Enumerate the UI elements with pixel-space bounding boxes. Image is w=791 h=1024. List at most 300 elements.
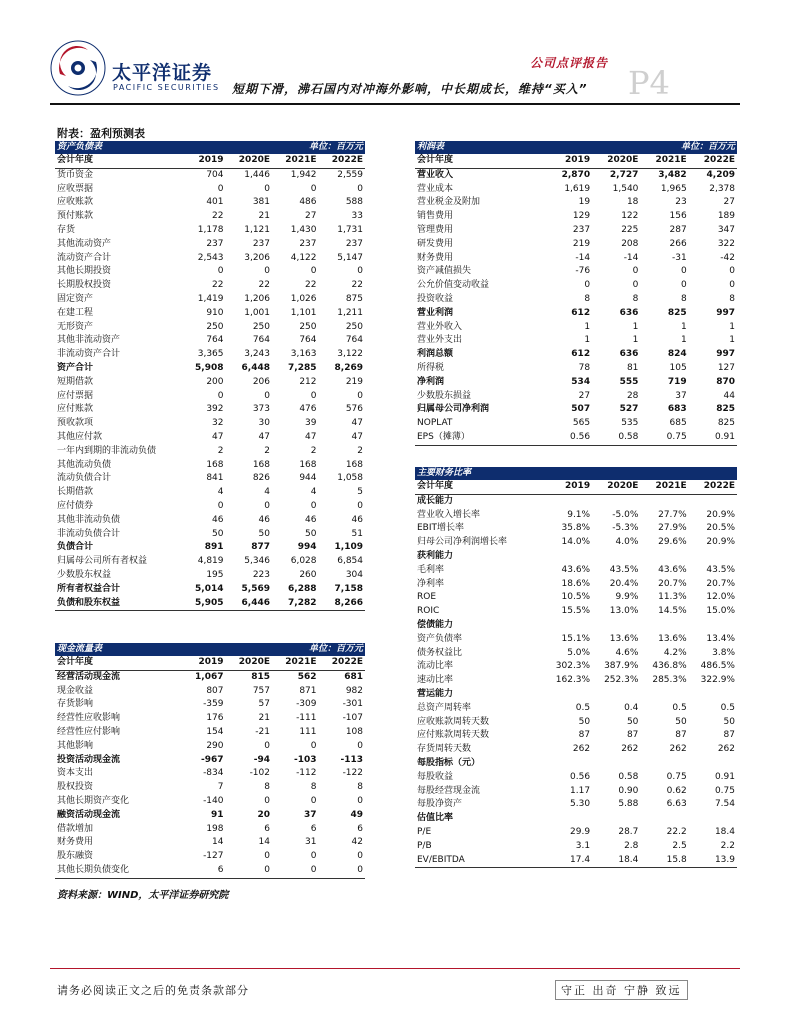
row-label: 营业税金及附加 xyxy=(417,197,481,208)
cell-value: 10.5% xyxy=(561,592,591,603)
cell-value: 105 xyxy=(669,362,687,373)
cell-value: 91 xyxy=(210,809,224,820)
table-unit: 单位：百万元 xyxy=(272,141,365,154)
row-label: 固定资产 xyxy=(57,293,94,304)
cell-value: 49 xyxy=(350,809,363,820)
cell-value: -359 xyxy=(203,699,224,710)
cell-value: 877 xyxy=(251,542,270,553)
row-label: 应收票据 xyxy=(57,183,94,194)
cell-value: 6 xyxy=(264,823,270,834)
row-label: 资产合计 xyxy=(57,362,94,373)
cell-value: 3,482 xyxy=(658,169,687,180)
table-row xyxy=(415,224,737,238)
cell-value: 50 xyxy=(626,716,639,727)
cell-value: 2 xyxy=(357,445,363,456)
cell-value: 322.9% xyxy=(700,675,735,686)
row-label: 应收账款周转天数 xyxy=(417,716,490,727)
row-label: 资产负债率 xyxy=(417,633,463,644)
row-label: 经营活动现金流 xyxy=(57,671,121,682)
cell-value: 0 xyxy=(217,500,224,511)
cell-value: 43.5% xyxy=(706,564,735,575)
cell-value: 285.3% xyxy=(652,675,687,686)
cell-value: 3.8% xyxy=(712,647,735,658)
cell-value xyxy=(544,619,592,633)
cell-value: 1 xyxy=(680,335,687,346)
cell-value: 1,026 xyxy=(290,293,317,304)
cell-value: 757 xyxy=(252,685,270,696)
cell-value: 8 xyxy=(729,293,735,304)
cell-value: 5,908 xyxy=(195,362,224,373)
cell-value: 1,001 xyxy=(244,307,270,318)
cell-value: 47 xyxy=(258,431,270,442)
table-row xyxy=(415,826,737,840)
cell-value xyxy=(544,812,592,826)
cell-value: 0 xyxy=(357,500,363,511)
cell-value: 373 xyxy=(252,404,270,415)
cell-value xyxy=(689,550,737,564)
cell-value: 20.9% xyxy=(706,537,735,548)
row-label: 存货影响 xyxy=(57,699,94,710)
cell-value: 2,378 xyxy=(709,183,735,194)
footer-divider xyxy=(50,968,740,969)
row-label: 公允价值变动收益 xyxy=(417,280,490,291)
cell-value xyxy=(592,494,640,508)
column-header: 2021E xyxy=(640,480,688,494)
cell-value: 22 xyxy=(212,280,224,291)
cell-value: 162.3% xyxy=(555,675,591,686)
cell-value: 562 xyxy=(297,671,317,682)
table-row xyxy=(415,854,737,868)
cell-value: 22 xyxy=(305,280,317,291)
cell-value: 168 xyxy=(206,459,224,470)
cell-value: 29.9 xyxy=(570,826,591,837)
cell-value: 1,446 xyxy=(244,169,270,180)
cell-value: -103 xyxy=(293,754,317,765)
cell-value: -140 xyxy=(203,795,224,806)
cell-value: 994 xyxy=(297,542,317,553)
cell-value: 304 xyxy=(345,569,363,580)
column-header: 2022E xyxy=(689,480,737,494)
cell-value: 527 xyxy=(619,404,639,415)
cell-value: 982 xyxy=(345,685,363,696)
row-label: 长期股权投资 xyxy=(57,280,112,291)
cell-value: 37 xyxy=(303,809,317,820)
cell-value: 50 xyxy=(305,528,317,539)
cell-value: 5,014 xyxy=(195,583,224,594)
cell-value: 0.5 xyxy=(575,702,591,713)
cell-value: 2.2 xyxy=(720,840,735,851)
column-header: 2019 xyxy=(544,480,592,494)
cell-value: 0 xyxy=(217,390,224,401)
cell-value: 1,058 xyxy=(337,473,363,484)
table-row xyxy=(415,536,737,550)
cell-value: 223 xyxy=(252,569,270,580)
table-row xyxy=(415,238,737,252)
cell-value: 47 xyxy=(351,418,363,429)
cell-value: 302.3% xyxy=(555,661,591,672)
cell-value: 206 xyxy=(252,376,270,387)
cell-value: 1,619 xyxy=(564,183,591,194)
cell-value: 262 xyxy=(669,744,687,755)
cell-value xyxy=(544,688,592,702)
row-label: 应收账款 xyxy=(57,197,94,208)
table-row xyxy=(415,334,737,348)
cell-value: 129 xyxy=(572,211,591,222)
cell-value: 154 xyxy=(206,726,224,737)
cell-value: 1 xyxy=(729,321,735,332)
row-label: 融资活动现金流 xyxy=(57,809,121,820)
table-row xyxy=(415,840,737,854)
table-row xyxy=(415,509,737,523)
cell-value: 0 xyxy=(226,864,273,878)
cell-value: 47 xyxy=(305,431,317,442)
table-row xyxy=(415,321,737,335)
cell-value xyxy=(640,688,688,702)
cell-value: 1,178 xyxy=(197,224,224,235)
cell-value: 1 xyxy=(680,321,687,332)
row-label: 存货 xyxy=(57,224,76,235)
table-row xyxy=(415,647,737,661)
cell-value: 87 xyxy=(723,730,735,741)
cell-value: 44 xyxy=(723,390,735,401)
cell-value: 81 xyxy=(626,362,639,373)
cell-value: 4,819 xyxy=(197,556,224,567)
cell-value: 208 xyxy=(621,238,639,249)
row-label: EBIT增长率 xyxy=(417,523,465,534)
cell-value: 0 xyxy=(680,266,687,277)
table-row xyxy=(55,417,365,431)
cell-value: 0 xyxy=(310,740,317,751)
cell-value: 486 xyxy=(299,197,317,208)
cell-value xyxy=(544,550,592,564)
cell-value: 0 xyxy=(357,740,363,751)
table-row xyxy=(55,726,365,740)
cell-value xyxy=(592,688,640,702)
cell-value: 27 xyxy=(305,211,317,222)
table-row xyxy=(415,757,737,771)
cell-value: 50 xyxy=(212,528,224,539)
cell-value: 57 xyxy=(258,699,270,710)
cell-value: 825 xyxy=(716,404,735,415)
cell-value xyxy=(640,494,688,508)
cell-value: 3,122 xyxy=(337,349,363,360)
cell-value: 825 xyxy=(667,307,687,318)
row-label: 无形资产 xyxy=(57,321,94,332)
row-label: 其他非流动负债 xyxy=(57,514,121,525)
cell-value: -112 xyxy=(296,768,317,779)
cell-value: 43.6% xyxy=(658,564,687,575)
cell-value: 0 xyxy=(632,280,639,291)
cell-value: 15.0% xyxy=(706,606,735,617)
cell-value: 4 xyxy=(264,487,270,498)
cell-value: 219 xyxy=(345,376,363,387)
table-row xyxy=(55,279,365,293)
cell-value: -127 xyxy=(203,851,224,862)
cell-value: 21 xyxy=(258,713,270,724)
cell-value: 18.6% xyxy=(561,578,591,589)
cell-value: 13.4% xyxy=(706,633,735,644)
cell-value: 27 xyxy=(723,197,735,208)
table-row xyxy=(415,771,737,785)
table-row xyxy=(55,500,365,514)
row-label: 管理费用 xyxy=(417,224,454,235)
cell-value: 1 xyxy=(632,335,639,346)
cell-value: 764 xyxy=(299,335,317,346)
table-row xyxy=(55,823,365,837)
cell-value: 612 xyxy=(571,349,591,360)
row-label: 成长能力 xyxy=(417,495,454,506)
cell-value: 7,158 xyxy=(334,583,363,594)
cell-value: 841 xyxy=(206,473,224,484)
cell-value: 9.9% xyxy=(615,592,639,603)
cell-value: 0.91 xyxy=(689,431,737,445)
cell-value: 6,448 xyxy=(241,362,270,373)
cell-value: 87 xyxy=(675,730,687,741)
cell-value: 108 xyxy=(345,726,363,737)
cell-value: 0.91 xyxy=(714,771,735,782)
cell-value: 260 xyxy=(299,569,317,580)
cell-value: 43.6% xyxy=(561,564,591,575)
row-label: 每股净资产 xyxy=(417,799,463,810)
cell-value: 0.75 xyxy=(714,785,735,796)
cell-value: 0 xyxy=(310,851,317,862)
column-header: 2019 xyxy=(179,154,226,168)
cell-value: 401 xyxy=(206,197,224,208)
cell-value: 534 xyxy=(571,376,591,387)
cell-value: 290 xyxy=(206,740,224,751)
cell-value: 250 xyxy=(252,321,270,332)
cell-value: 815 xyxy=(251,671,270,682)
row-label: 速动比率 xyxy=(417,675,454,686)
cell-value: 13.6% xyxy=(609,633,639,644)
cell-value: -834 xyxy=(203,768,224,779)
cell-value: -301 xyxy=(342,699,363,710)
cell-value: 0 xyxy=(264,390,270,401)
table-row xyxy=(415,578,737,592)
cell-value: 0 xyxy=(310,500,317,511)
balance-sheet-table xyxy=(55,141,365,611)
cell-value: 212 xyxy=(299,376,317,387)
brand-name-cn: 太平洋证券 xyxy=(112,62,213,84)
column-header: 2019 xyxy=(179,656,226,670)
row-label: 债务权益比 xyxy=(417,647,463,658)
cell-value: 381 xyxy=(252,197,270,208)
cell-value: 39 xyxy=(305,418,317,429)
row-label: 其他流动资产 xyxy=(57,238,112,249)
cell-value: 127 xyxy=(717,362,735,373)
row-label: 所有者权益合计 xyxy=(57,583,121,594)
cell-value: 0 xyxy=(264,500,270,511)
table-row xyxy=(415,252,737,266)
table-row xyxy=(415,564,737,578)
cell-value xyxy=(592,550,640,564)
table-row xyxy=(415,494,737,508)
row-label: ROIC xyxy=(417,606,440,617)
table-row xyxy=(415,403,737,417)
table-row xyxy=(415,619,737,633)
cell-value: 32 xyxy=(212,418,224,429)
cell-value: 0 xyxy=(310,266,317,277)
row-label: 非流动负债合计 xyxy=(57,528,121,539)
row-label: 预付账款 xyxy=(57,211,94,222)
row-label: 在建工程 xyxy=(57,307,94,318)
cell-value: 250 xyxy=(299,321,317,332)
cell-value: 0 xyxy=(310,795,317,806)
table-row xyxy=(55,781,365,795)
cell-value: 168 xyxy=(345,459,363,470)
cell-value: 168 xyxy=(252,459,270,470)
cell-value: 0.58 xyxy=(618,771,639,782)
cell-value xyxy=(689,494,737,508)
cell-value xyxy=(640,812,688,826)
row-label: P/E xyxy=(417,826,432,837)
row-label: 经营性应收影响 xyxy=(57,713,121,724)
cell-value: 22 xyxy=(212,211,224,222)
row-label: 少数股东损益 xyxy=(417,390,472,401)
cell-value: 7,285 xyxy=(288,362,317,373)
cell-value xyxy=(544,494,592,508)
cell-value: 1 xyxy=(584,335,591,346)
column-header: 会计年度 xyxy=(55,656,179,670)
row-label: 营业利润 xyxy=(417,307,454,318)
cell-value: 33 xyxy=(351,211,363,222)
table-row xyxy=(55,685,365,699)
row-label: 流动比率 xyxy=(417,661,454,672)
cell-value: -122 xyxy=(342,768,363,779)
cell-value: 262 xyxy=(621,744,639,755)
cell-value: 6,854 xyxy=(337,556,363,567)
table-row xyxy=(415,417,737,431)
column-header: 2021E xyxy=(272,154,319,168)
row-label: 应付账款 xyxy=(57,404,94,415)
table-title: 现金流量表 xyxy=(55,643,272,656)
row-label: 营业外收入 xyxy=(417,321,463,332)
table-row xyxy=(55,698,365,712)
row-label: 其他应付款 xyxy=(57,431,103,442)
table-row xyxy=(55,321,365,335)
cell-value: 8 xyxy=(584,293,591,304)
cell-value: 12.0% xyxy=(706,592,735,603)
cell-value xyxy=(592,757,640,771)
cell-value: 0.5 xyxy=(672,702,687,713)
cell-value: -113 xyxy=(340,754,363,765)
cell-value: 0 xyxy=(264,740,270,751)
cell-value: 764 xyxy=(252,335,270,346)
row-label: 总资产周转率 xyxy=(417,702,472,713)
cell-value: 436.8% xyxy=(652,661,687,672)
row-label: 负债合计 xyxy=(57,542,94,553)
cell-value: 807 xyxy=(206,685,224,696)
cell-value: 17.4 xyxy=(544,854,592,868)
row-label: 预收款项 xyxy=(57,418,94,429)
row-label: 销售费用 xyxy=(417,211,454,222)
cell-value: 20.7% xyxy=(658,578,687,589)
cell-value: 2,559 xyxy=(337,169,363,180)
table-row xyxy=(415,279,737,293)
row-label: 一年内到期的非流动负债 xyxy=(57,445,157,456)
table-row xyxy=(55,307,365,321)
footer-motto: 守正 出奇 宁静 致远 xyxy=(555,980,688,1000)
cell-value: 46 xyxy=(351,514,363,525)
row-label: 每股指标（元） xyxy=(417,757,481,768)
cell-value: 14.0% xyxy=(561,537,591,548)
cell-value: 20.5% xyxy=(706,523,735,534)
report-type: 公司点评报告 xyxy=(530,56,609,70)
cell-value: 28 xyxy=(626,390,639,401)
row-label: 其他长期负债变化 xyxy=(55,864,179,878)
table-row xyxy=(415,660,737,674)
cell-value: 1,121 xyxy=(244,224,270,235)
cell-value: 0 xyxy=(357,390,363,401)
cell-value: 8,269 xyxy=(334,362,363,373)
row-label: 股权投资 xyxy=(57,782,94,793)
column-header: 2021E xyxy=(640,154,688,168)
cell-value xyxy=(640,619,688,633)
cell-value: 22 xyxy=(258,280,270,291)
cell-value: 14.5% xyxy=(658,606,687,617)
cell-value: 0 xyxy=(632,266,639,277)
cell-value: 1,731 xyxy=(337,224,363,235)
cell-value: 21 xyxy=(258,211,270,222)
cell-value: 997 xyxy=(716,349,735,360)
cell-value: 3,243 xyxy=(244,349,270,360)
cell-value: 50 xyxy=(723,716,735,727)
row-label: 营运能力 xyxy=(417,688,454,699)
cell-value: -967 xyxy=(200,754,224,765)
cell-value: 11.3% xyxy=(658,592,687,603)
table-row xyxy=(55,670,365,684)
cell-value: -5.0% xyxy=(612,509,639,520)
row-label: P/B xyxy=(417,840,432,851)
cell-value: 4,122 xyxy=(290,252,317,263)
cell-value: 5 xyxy=(357,487,363,498)
cell-value: -14 xyxy=(575,252,591,263)
cell-value: 826 xyxy=(252,473,270,484)
table-row xyxy=(55,754,365,768)
cell-value: 47 xyxy=(212,431,224,442)
cell-value: 1,942 xyxy=(290,169,317,180)
row-label: 短期借款 xyxy=(57,376,94,387)
cell-value: 37 xyxy=(675,390,687,401)
cell-value: 486.5% xyxy=(700,661,735,672)
cell-value: 2.8 xyxy=(624,840,639,851)
row-label: 应付账款周转天数 xyxy=(417,730,490,741)
section-title: 附表：盈利预测表 xyxy=(57,127,145,140)
column-header: 2020E xyxy=(592,480,640,494)
table-unit: 单位：百万元 xyxy=(272,643,365,656)
table-row xyxy=(55,362,365,376)
cell-value: 476 xyxy=(299,404,317,415)
cell-value: 0.62 xyxy=(666,785,687,796)
table-row xyxy=(415,362,737,376)
cell-value: 29.6% xyxy=(658,537,687,548)
cell-value: 111 xyxy=(299,726,317,737)
cell-value: 189 xyxy=(717,211,735,222)
cell-value: 4,209 xyxy=(706,169,735,180)
cell-value: 0 xyxy=(264,266,270,277)
row-label: 存货周转天数 xyxy=(417,744,472,755)
cell-value: 507 xyxy=(571,404,591,415)
table-row xyxy=(55,238,365,252)
header-divider xyxy=(50,103,740,105)
table-row xyxy=(55,403,365,417)
cell-value: 3,163 xyxy=(290,349,317,360)
cell-value: 0.75 xyxy=(640,431,688,445)
cell-value: 237 xyxy=(252,238,270,249)
cell-value: 0.5 xyxy=(720,702,735,713)
row-label: 归属母公司净利润 xyxy=(417,404,490,415)
cell-value: 612 xyxy=(571,307,591,318)
